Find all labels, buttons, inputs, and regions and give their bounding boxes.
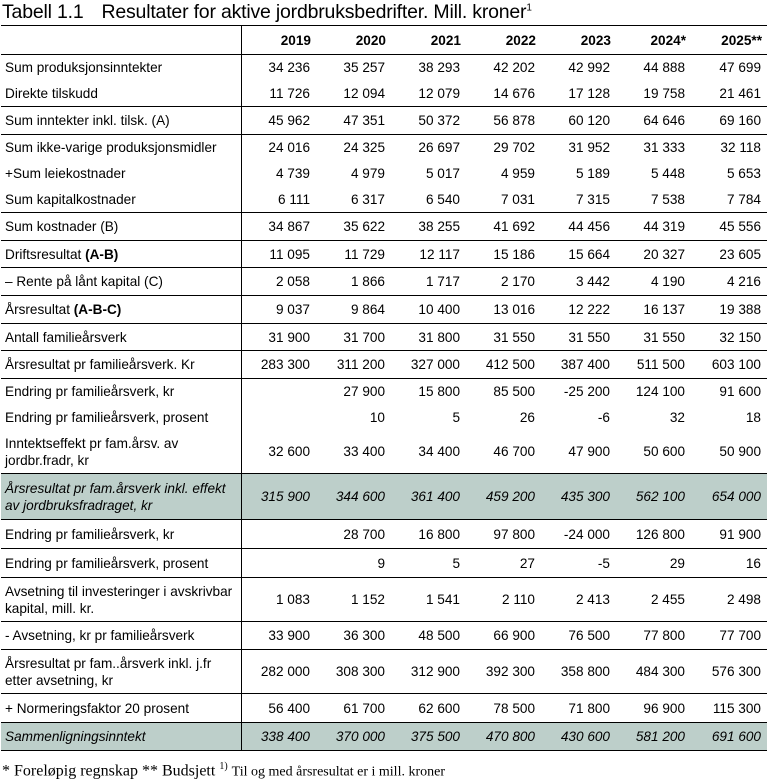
row-label [1, 650, 241, 694]
value-cell: 16 800 [391, 520, 466, 549]
row-label [1, 474, 241, 520]
value-cell: 4 979 [350, 166, 385, 181]
value-cell: 5 017 [425, 166, 460, 181]
value-cell: 358 800 [541, 650, 616, 694]
value-cell: 62 600 [391, 694, 466, 723]
value-cell: 27 900 [316, 379, 391, 405]
row-label [1, 81, 241, 107]
value-cell: 66 900 [466, 622, 541, 650]
value-cell: 31 952 [541, 135, 616, 161]
row-label [1, 622, 241, 650]
table-row [1, 55, 767, 81]
value-cell: 14 676 [493, 85, 535, 101]
value-cell: 31 800 [391, 324, 466, 351]
value-cell: 91 600 [691, 379, 767, 405]
value-cell: 56 400 [241, 694, 316, 723]
value-cell: 31 550 [466, 324, 541, 351]
row-label-text: Endring pr familieårsverk, prosent [5, 410, 209, 425]
value-cell: 21 461 [719, 85, 761, 101]
table-row [1, 135, 767, 161]
value-cell: 32 [669, 410, 685, 425]
value-cell: 7 031 [500, 191, 535, 207]
value-cell: 46 700 [493, 444, 535, 460]
value-cell: 29 702 [466, 135, 541, 161]
value-cell: 470 800 [466, 723, 541, 751]
value-cell: 71 800 [541, 694, 616, 723]
value-cell: 31 550 [616, 324, 691, 351]
row-label [1, 268, 241, 296]
table-row [1, 161, 767, 187]
row-label-text: Direkte tilskudd [5, 85, 98, 101]
value-cell: 370 000 [316, 723, 391, 751]
row-label-text: - Avsetning, kr pr familieårsverk [5, 628, 195, 643]
table-row [1, 622, 767, 650]
value-cell [241, 405, 316, 431]
value-cell: 32 118 [691, 135, 767, 161]
table-row [1, 723, 767, 751]
value-cell: 2 498 [691, 578, 767, 622]
row-label-text: Driftsresultat [5, 246, 82, 262]
value-cell: 77 700 [691, 622, 767, 650]
value-cell: 24 325 [316, 135, 391, 161]
value-cell: 48 500 [391, 622, 466, 650]
value-cell: -24 000 [541, 520, 616, 549]
value-cell: 562 100 [616, 474, 691, 520]
row-label-text: Sum kapitalkostnader [5, 191, 136, 207]
value-cell: 283 300 [241, 351, 316, 379]
footnote-mark: 1) [219, 761, 228, 772]
column-header: 2025** [691, 26, 767, 55]
value-cell: 42 992 [541, 55, 616, 81]
footnote-small: Til og med årsresultat er i mill. kroner [231, 764, 445, 780]
row-label [1, 694, 241, 723]
value-cell: 36 300 [316, 622, 391, 650]
value-cell: 50 900 [719, 444, 761, 460]
value-cell: 33 400 [343, 444, 385, 460]
value-cell: 1 152 [316, 578, 391, 622]
row-label [1, 55, 241, 81]
value-cell: 9 037 [241, 296, 316, 324]
column-header: 2023 [541, 26, 616, 55]
value-cell: 34 400 [418, 444, 460, 460]
table-row [1, 474, 767, 520]
column-header: 2024* [616, 26, 691, 55]
value-cell: 511 500 [616, 351, 691, 379]
value-cell: 45 556 [691, 213, 767, 241]
value-cell: 7 315 [575, 191, 610, 207]
value-cell: 23 605 [691, 241, 767, 268]
row-label [1, 187, 241, 213]
value-cell: 126 800 [616, 520, 691, 549]
value-cell: 11 095 [241, 241, 316, 268]
results-table [1, 25, 767, 751]
row-label-text: Sum inntekter inkl. tilsk. (A) [5, 113, 170, 128]
column-header: 2021 [391, 26, 466, 55]
value-cell: 15 186 [466, 241, 541, 268]
value-cell: 45 962 [241, 107, 316, 135]
value-cell: 26 [519, 410, 535, 425]
value-cell: 18 [745, 410, 761, 425]
table-number: Tabell 1.1 [2, 1, 84, 23]
value-cell: 32 600 [268, 444, 310, 460]
value-cell: 50 372 [391, 107, 466, 135]
value-cell: 20 327 [616, 241, 691, 268]
value-cell: 24 016 [241, 135, 316, 161]
value-cell: 576 300 [691, 650, 767, 694]
value-cell: 5 448 [650, 166, 685, 181]
value-cell: 19 388 [691, 296, 767, 324]
table-row [1, 81, 767, 107]
value-cell: 6 317 [350, 191, 385, 207]
value-cell: 7 538 [650, 191, 685, 207]
row-label-text: Antall familieårsverk [5, 329, 127, 345]
value-cell: 311 200 [316, 351, 391, 379]
value-cell: 41 692 [466, 213, 541, 241]
header-label-cell [1, 26, 241, 55]
row-label-text: Årsresultat [5, 302, 70, 317]
value-cell: 31 900 [241, 324, 316, 351]
value-cell: 308 300 [316, 650, 391, 694]
table-row [1, 187, 767, 213]
row-label [1, 241, 241, 268]
footnote-main: * Foreløpig regnskap ** Budsjett [2, 762, 216, 780]
value-cell: 12 117 [391, 241, 466, 268]
row-label-text: Årsresultat pr fam.årsverk inkl. effekt av jordbruksfradraget, kr [5, 480, 226, 513]
value-cell: 484 300 [616, 650, 691, 694]
value-cell: 1 083 [241, 578, 316, 622]
table-row [1, 431, 767, 474]
row-label-text: Årsresultat pr fam..årsverk inkl. j.fr etter avsetning, kr [5, 655, 212, 688]
value-cell: 44 888 [616, 55, 691, 81]
table-row [1, 241, 767, 268]
value-cell: 31 700 [316, 324, 391, 351]
row-label-text: Avsetning til investeringer i avskrivbar kapital, mill. kr. [5, 583, 233, 616]
table-row [1, 549, 767, 578]
value-cell: 91 900 [691, 520, 767, 549]
row-label-text: Sum produksjonsinntekter [5, 60, 163, 76]
table-row [1, 107, 767, 135]
value-cell: 13 016 [466, 296, 541, 324]
value-cell: 76 500 [541, 622, 616, 650]
row-label [1, 351, 241, 379]
value-cell: -6 [597, 410, 610, 425]
table-row [1, 520, 767, 549]
value-cell: 19 758 [643, 85, 685, 101]
value-cell: 691 600 [691, 723, 767, 751]
value-cell: 69 160 [691, 107, 767, 135]
value-cell [241, 520, 316, 549]
value-cell: 16 [691, 549, 767, 578]
value-cell: 78 500 [466, 694, 541, 723]
value-cell: 5 [452, 410, 460, 425]
value-cell: 10 [369, 410, 385, 425]
row-label [1, 213, 241, 241]
table-row [1, 578, 767, 622]
table-row [1, 296, 767, 324]
table-row [1, 351, 767, 379]
table-row [1, 213, 767, 241]
value-cell: 31 333 [616, 135, 691, 161]
value-cell: 2 058 [241, 268, 316, 296]
row-label-text: Sum ikke-varige produksjonsmidler [5, 140, 217, 156]
row-label [1, 135, 241, 161]
row-label [1, 405, 241, 431]
row-label-text: Inntektseffekt pr fam.årsv. av jordbr.fradr, kr [5, 435, 179, 468]
value-cell: 61 700 [316, 694, 391, 723]
title-footnote-mark: 1 [526, 2, 532, 14]
value-cell: 2 413 [541, 578, 616, 622]
value-cell: 47 699 [691, 55, 767, 81]
value-cell: 1 717 [391, 268, 466, 296]
value-cell: 26 697 [391, 135, 466, 161]
value-cell: 12 094 [343, 85, 385, 101]
value-cell: 344 600 [316, 474, 391, 520]
value-cell: 361 400 [391, 474, 466, 520]
value-cell: 430 600 [541, 723, 616, 751]
value-cell [241, 549, 316, 578]
value-cell: 35 257 [316, 55, 391, 81]
value-cell: 124 100 [616, 379, 691, 405]
value-cell: 4 739 [275, 166, 310, 181]
value-cell: 315 900 [241, 474, 316, 520]
row-label-text: +Sum leiekostnader [5, 166, 126, 181]
value-cell: 35 622 [316, 213, 391, 241]
value-cell: 2 455 [616, 578, 691, 622]
table-row [1, 694, 767, 723]
value-cell: 12 079 [418, 85, 460, 101]
value-cell: 38 255 [391, 213, 466, 241]
value-cell: 96 900 [616, 694, 691, 723]
value-cell: 392 300 [466, 650, 541, 694]
value-cell: 29 [616, 549, 691, 578]
value-cell: 1 866 [316, 268, 391, 296]
value-cell: 12 222 [541, 296, 616, 324]
value-cell: 9 864 [316, 296, 391, 324]
value-cell: 27 [466, 549, 541, 578]
row-label [1, 549, 241, 578]
value-cell: 5 [391, 549, 466, 578]
row-label-formula: (A-B) [85, 246, 119, 262]
value-cell: 4 959 [500, 166, 535, 181]
value-cell: 97 800 [466, 520, 541, 549]
value-cell: 375 500 [391, 723, 466, 751]
value-cell: 47 900 [568, 444, 610, 460]
value-cell: 7 784 [726, 191, 761, 207]
value-cell: 6 540 [425, 191, 460, 207]
value-cell: 11 729 [316, 241, 391, 268]
table-title-text: Resultater for aktive jordbruksbedrifter. Mill. kroner [101, 1, 527, 23]
value-cell: 115 300 [691, 694, 767, 723]
value-cell: 50 600 [643, 444, 685, 460]
value-cell: 654 000 [691, 474, 767, 520]
row-label [1, 379, 241, 405]
value-cell: 603 100 [691, 351, 767, 379]
row-label-text: + Normeringsfaktor 20 prosent [5, 700, 189, 716]
value-cell [241, 379, 316, 405]
table-row [1, 268, 767, 296]
value-cell: 34 867 [241, 213, 316, 241]
value-cell: 412 500 [466, 351, 541, 379]
row-label [1, 161, 241, 187]
value-cell: 47 351 [316, 107, 391, 135]
row-label [1, 107, 241, 135]
table-title [2, 1, 532, 25]
row-label-text: Endring pr familieårsverk, kr [5, 384, 175, 400]
value-cell: 56 878 [466, 107, 541, 135]
column-header: 2019 [241, 26, 316, 55]
value-cell: 282 000 [241, 650, 316, 694]
value-cell: 42 202 [466, 55, 541, 81]
row-label [1, 431, 241, 474]
row-label-text: – Rente på lånt kapital (C) [5, 274, 163, 289]
table-body [1, 55, 767, 751]
value-cell: 1 541 [391, 578, 466, 622]
value-cell: 5 653 [726, 166, 761, 181]
value-cell: 28 700 [316, 520, 391, 549]
value-cell: 15 664 [541, 241, 616, 268]
value-cell: 60 120 [541, 107, 616, 135]
value-cell: 32 150 [691, 324, 767, 351]
row-label-text: Endring pr familieårsverk, prosent [5, 555, 209, 571]
value-cell: 4 190 [616, 268, 691, 296]
value-cell: 581 200 [616, 723, 691, 751]
value-cell: 44 456 [541, 213, 616, 241]
table-row [1, 405, 767, 431]
value-cell: 9 [316, 549, 391, 578]
row-label [1, 723, 241, 751]
value-cell: 327 000 [391, 351, 466, 379]
value-cell: 15 800 [391, 379, 466, 405]
row-label [1, 578, 241, 622]
footnote [2, 761, 445, 780]
row-label [1, 324, 241, 351]
header-row [1, 26, 767, 55]
value-cell: 5 189 [575, 166, 610, 181]
value-cell: 312 900 [391, 650, 466, 694]
column-header: 2020 [316, 26, 391, 55]
row-label-text: Årsresultat pr familieårsverk. Kr [5, 357, 195, 372]
value-cell: 2 170 [466, 268, 541, 296]
value-cell: 435 300 [541, 474, 616, 520]
value-cell: 33 900 [241, 622, 316, 650]
value-cell: 459 200 [466, 474, 541, 520]
table-row [1, 324, 767, 351]
column-header: 2022 [466, 26, 541, 55]
value-cell: 38 293 [391, 55, 466, 81]
table-row [1, 379, 767, 405]
row-label-text: Endring pr familieårsverk, kr [5, 526, 175, 542]
value-cell: 3 442 [541, 268, 616, 296]
row-label [1, 296, 241, 324]
value-cell: 17 128 [568, 85, 610, 101]
value-cell: 338 400 [241, 723, 316, 751]
value-cell: 64 646 [616, 107, 691, 135]
value-cell: 16 137 [616, 296, 691, 324]
value-cell: 387 400 [541, 351, 616, 379]
value-cell: 77 800 [616, 622, 691, 650]
value-cell: 85 500 [466, 379, 541, 405]
value-cell: -5 [541, 549, 616, 578]
value-cell: 44 319 [616, 213, 691, 241]
row-label-text: Sammenligningsinntekt [5, 729, 146, 744]
row-label-text: Sum kostnader (B) [5, 219, 119, 234]
table-row [1, 650, 767, 694]
value-cell: 10 400 [391, 296, 466, 324]
value-cell: 2 110 [466, 578, 541, 622]
row-label-formula: (A-B-C) [73, 302, 122, 317]
value-cell: -25 200 [541, 379, 616, 405]
value-cell: 6 111 [278, 191, 310, 207]
value-cell: 11 726 [269, 85, 310, 101]
value-cell: 4 216 [691, 268, 767, 296]
value-cell: 31 550 [541, 324, 616, 351]
value-cell: 34 236 [241, 55, 316, 81]
row-label [1, 520, 241, 549]
